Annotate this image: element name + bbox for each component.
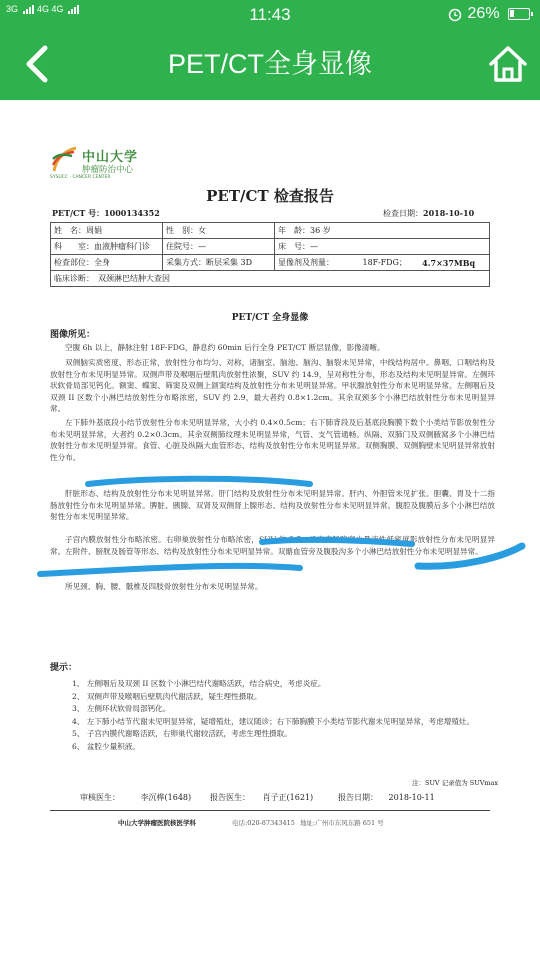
report-date-value: 2018-10-11: [388, 793, 435, 802]
list-item: 4、 左下肺小结节代谢未见明显异常，疑增殖灶，建议随诊；右下肺胸膜下小类结节影代谢未见明显异常，考虑增殖灶。: [72, 716, 475, 726]
bed-number: 床 号：—: [275, 239, 490, 255]
pet-number-label: PET/CT 号：: [52, 208, 105, 218]
pet-number: [52, 208, 160, 219]
exam-date-label: 检查日期：: [383, 209, 423, 218]
list-item: 1、 左侧咽后及双颈 II 区数个小淋巴结代谢略活跃，结合病史，考虑炎症。: [72, 679, 326, 688]
exam-date: [383, 208, 474, 219]
exam-site: 检查部位：全身: [51, 255, 163, 271]
hints-label: 提示：: [50, 663, 78, 673]
home-icon[interactable]: [486, 42, 530, 86]
finding-paragraph: 空腹 6h 以上，静脉注射 18F-FDG，静息约 60min 后行全身 PET/CT 断层显像，影像清晰。: [65, 343, 385, 352]
patient-department: 科 室：血液肿瘤科门诊: [51, 239, 163, 255]
finding-paragraph: 所见颈、胸、腰、骶椎及四肢骨放射性分布未见明显异常。: [65, 582, 263, 591]
patient-age: 年 龄：36 岁: [275, 223, 490, 239]
report-date: [338, 792, 435, 803]
finding-paragraph: 双侧脑实质密度、形态正常，放射性分布均匀、对称，诸脑室、脑池、脑沟、脑裂未见异常，中线结构居中。鼻咽、口咽结构及放射性分布未见明显异常。双侧声带及喉咽后壁肌肉放射性浓聚，SUV 约 14.9，呈对称性分布，形态及结构未见明显异常。左侧环状软骨局部见钙化。额窦、蝶窦、筛窦及双侧上颌窦结构及放射性分布未见明显异常。甲状腺放射性分布未见明显异常。左侧咽后及双颈 II 区数个小淋巴结放射性分布略浓密，SUV 约 2.9，最大者约 0.8×1.2cm。其余双颈多个小淋巴结放射性分布未见明显异常。: [50, 358, 495, 413]
marker-stroke: [88, 479, 310, 484]
reporter-label: 报告医生：: [210, 793, 250, 802]
logo-name: 中山大学: [82, 150, 139, 165]
list-item: 3、 左侧环状软骨局部钙化。: [72, 704, 171, 713]
clinical-diagnosis: 临床诊断： 双颈淋巴结肿大查因: [51, 271, 490, 287]
finding-paragraph: 子宫内膜放射性分布略浓密。右卵巢放射性分布略浓密，SUV 约 5.7。子宫直肠陷窝少量液性低密度影放射性分布未见明显异常。左附件、膀胱及肠管等形态、结构及放射性分布未见明显异常。双髂血管旁及腹股沟多个小淋巴结放射性分布未见明显异常。: [50, 535, 495, 556]
battery-percent: 26%: [467, 5, 500, 22]
footer-divider: [50, 810, 490, 811]
report-title: PET/CT 检查报告: [206, 187, 334, 205]
table-row: [51, 239, 490, 255]
footer-address: 地址:广州市东风东路 651 号: [300, 819, 384, 827]
app-bar: [0, 28, 540, 100]
finding-paragraph: 肝脏形态、结构及放射性分布未见明显异常。肝门结构及放射性分布未见明显异常。肝内、外胆管未见扩张。胆囊、胃及十二指肠放射性分布未见明显异常。脾脏、胰腺、双肾及双侧肾上腺形态、结构及放射性分布未见明显异常。腹腔及腹膜后多个小淋巴结放射性分布未见明显异常。: [50, 489, 495, 521]
network-label-3g: 3G: [6, 4, 19, 14]
report-document: [0, 100, 540, 960]
logo-english: SYSUCC · CANCER CENTER: [50, 175, 111, 180]
logo-subtitle: 肿瘤防治中心: [82, 165, 134, 175]
patient-info-table: [50, 222, 490, 287]
footer-phone: 电话:020-87343415: [232, 819, 295, 827]
finding-paragraph: 左下肺外基底段小结节放射性分布未见明显异常，大小约 0.4×0.5cm；右下肺背段及后基底段胸膜下数个小类结节影放射性分布未见明显异常，大者约 0.2×0.3cm。其余双侧肺纹理未见明显异常，气管、支气管通畅。纵隔、双肺门及双侧腋窝多个小淋巴结放射性分布未见明显异常。食管、心脏及纵隔大血管形态、结构及放射性分布未见明显异常。双侧胸膜、双侧胸壁未见明显异常放射性分布。: [50, 418, 495, 462]
marker-stroke: [40, 566, 300, 574]
network-label-4g: 4G 4G: [37, 4, 64, 14]
tracer-label: 显像剂及剂量：: [275, 255, 360, 271]
reviewer-value: 李沉桦(1648): [140, 793, 192, 802]
patient-name: 姓 名：周娟: [51, 223, 163, 239]
exam-date-value: 2018-10-10: [423, 208, 475, 218]
patient-sex: 性 别：女: [163, 223, 275, 239]
app-title: PET/CT全身显像: [167, 49, 372, 79]
reporter-value: 肖子正(1621): [262, 793, 314, 802]
reviewer: [80, 792, 191, 803]
reporter: [210, 792, 313, 803]
logo-mark-icon: [50, 145, 78, 175]
battery-indicator: [447, 5, 530, 23]
tracer-name: 18F-FDG；: [360, 255, 420, 271]
table-row: [51, 271, 490, 287]
section-title: PET/CT 全身显像: [231, 313, 309, 323]
findings-label: 图像所见：: [50, 330, 96, 340]
table-row: [51, 223, 490, 239]
hints-list: [72, 678, 492, 753]
list-item: 2、 双侧声带及喉咽后壁肌肉代谢活跃，疑生理性摄取。: [72, 691, 262, 701]
tracer-dose: 4.7×37MBq: [419, 255, 489, 271]
alarm-icon: [447, 6, 463, 22]
battery-icon: [508, 8, 530, 20]
acquisition-mode: 采集方式：断层采集 3D: [163, 255, 275, 271]
hospital-logo: [50, 145, 160, 185]
list-item: 5、 子宫内膜代谢略活跃，右卵巢代谢较活跃，考虑生理性摄取。: [72, 729, 292, 738]
pet-number-value: 1000134352: [104, 208, 160, 218]
reviewer-label: 审核医生：: [80, 793, 120, 802]
footer-organization: 中山大学肿瘤医院核医学科: [118, 819, 196, 827]
table-row: [51, 255, 490, 271]
clock: 11:43: [249, 5, 291, 24]
status-bar: [0, 0, 540, 28]
report-date-label: 报告日期：: [338, 793, 378, 802]
inpatient-number: 住院号：—: [163, 239, 275, 255]
list-item: 6、 盆腔少量积液。: [72, 741, 140, 751]
suv-note: 注：SUV 记录值为 SUVmax: [412, 779, 499, 787]
